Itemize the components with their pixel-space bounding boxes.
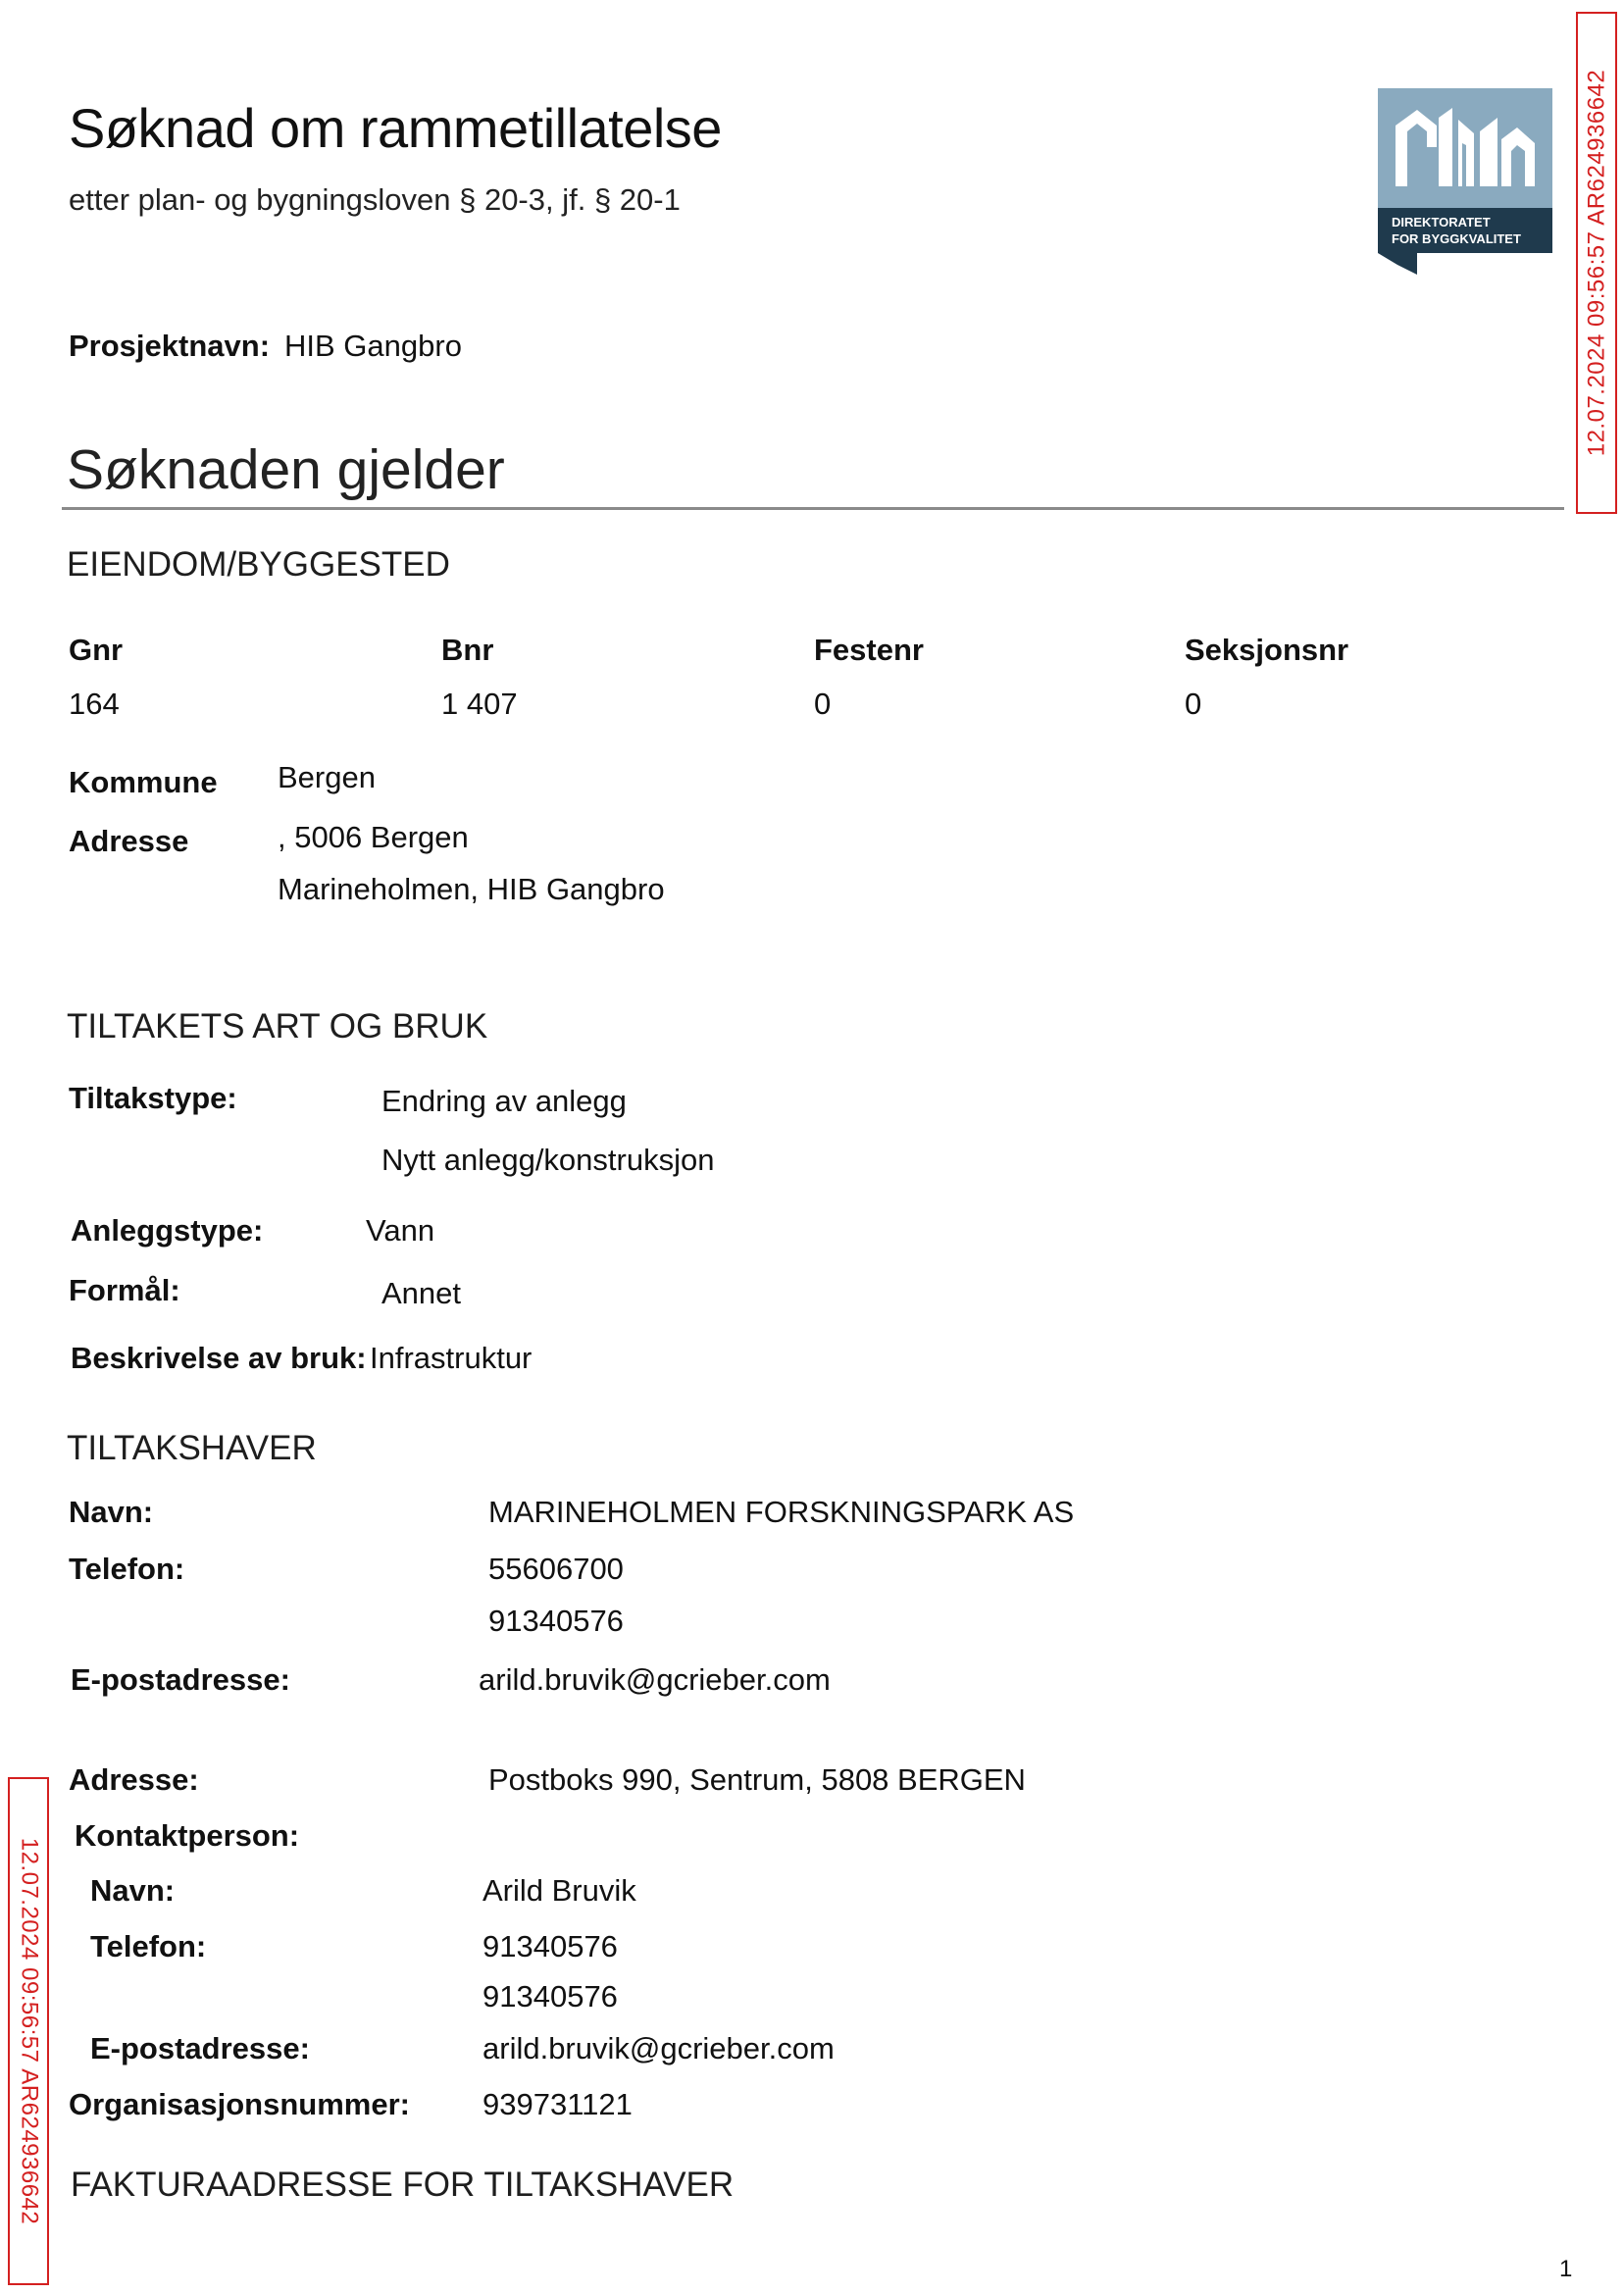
- kontakt-epost-value: arild.bruvik@gcrieber.com: [482, 2031, 835, 2065]
- stamp-text: 12.07.2024 09:56:57 AR624936642: [16, 1837, 42, 2225]
- tiltakshaver-adresse-value: Postboks 990, Sentrum, 5808 BERGEN: [488, 1762, 1026, 1797]
- organisasjonsnummer-label: Organisasjonsnummer:: [69, 2087, 410, 2121]
- tiltakshaver-navn-value: MARINEHOLMEN FORSKNINGSPARK AS: [488, 1495, 1075, 1529]
- adresse-label: Adresse: [69, 824, 189, 858]
- document-subtitle: etter plan- og bygningsloven § 20-3, jf. § 20-1: [69, 182, 681, 217]
- gnr-label: Gnr: [69, 633, 124, 667]
- property-heading: EIENDOM/BYGGESTED: [67, 545, 450, 584]
- tiltakstype-value-2: Nytt anlegg/konstruksjon: [381, 1143, 715, 1177]
- kontakt-telefon-2: 91340576: [482, 1979, 618, 2014]
- registration-stamp-right: [1576, 12, 1617, 514]
- tiltakshaver-telefon-1: 55606700: [488, 1552, 624, 1586]
- dibk-logo: [1378, 88, 1552, 275]
- tiltakshaver-epost-label: E-postadresse:: [71, 1662, 290, 1697]
- page-number: 1: [1559, 2256, 1573, 2282]
- kontaktperson-label: Kontaktperson:: [75, 1818, 300, 1853]
- tiltakshaver-telefon-2: 91340576: [488, 1604, 624, 1638]
- section-heading: Søknaden gjelder: [67, 438, 505, 501]
- tiltak-heading: TILTAKETS ART OG BRUK: [67, 1007, 488, 1045]
- kommune-value: Bergen: [278, 760, 376, 794]
- kontakt-navn-label: Navn:: [90, 1873, 176, 1908]
- document-title: Søknad om rammetillatelse: [69, 97, 722, 159]
- tiltakshaver-heading: TILTAKSHAVER: [67, 1429, 317, 1467]
- tiltakstype-value-1: Endring av anlegg: [381, 1084, 627, 1118]
- section-divider: [62, 507, 1564, 510]
- kommune-label: Kommune: [69, 765, 218, 799]
- kontakt-telefon-label: Telefon:: [90, 1929, 207, 1963]
- kontakt-epost-label: E-postadresse:: [90, 2031, 310, 2065]
- project-name-label: Prosjektnavn:: [69, 329, 271, 363]
- festenr-value: 0: [814, 687, 832, 721]
- adresse-line2: Marineholmen, HIB Gangbro: [278, 872, 665, 906]
- logo-text-line1: DIREKTORATET: [1392, 215, 1491, 229]
- registration-stamp-left: [8, 1777, 49, 2285]
- kontakt-navn-value: Arild Bruvik: [482, 1873, 636, 1908]
- anleggstype-label: Anleggstype:: [71, 1213, 264, 1248]
- tiltakstype-label: Tiltakstype:: [69, 1081, 237, 1115]
- festenr-label: Festenr: [814, 633, 924, 667]
- gnr-value: 164: [69, 687, 120, 721]
- tiltakshaver-epost-value: arild.bruvik@gcrieber.com: [479, 1662, 831, 1697]
- formal-value: Annet: [381, 1276, 462, 1310]
- faktura-heading: FAKTURAADRESSE FOR TILTAKSHAVER: [71, 2166, 735, 2204]
- anleggstype-value: Vann: [366, 1213, 435, 1248]
- bnr-label: Bnr: [441, 633, 494, 667]
- beskrivelse-label: Beskrivelse av bruk:: [71, 1341, 367, 1375]
- project-name-value: HIB Gangbro: [284, 329, 462, 363]
- logo-text-line2: FOR BYGGKVALITET: [1392, 231, 1521, 246]
- organisasjonsnummer-value: 939731121: [482, 2087, 633, 2121]
- seksjonsnr-value: 0: [1185, 687, 1202, 721]
- bnr-value: 1 407: [441, 687, 518, 721]
- tiltakshaver-telefon-label: Telefon:: [69, 1552, 185, 1586]
- tiltakshaver-navn-label: Navn:: [69, 1495, 154, 1529]
- formal-label: Formål:: [69, 1273, 180, 1307]
- seksjonsnr-label: Seksjonsnr: [1185, 633, 1349, 667]
- beskrivelse-value: Infrastruktur: [370, 1341, 533, 1375]
- kontakt-telefon-1: 91340576: [482, 1929, 618, 1963]
- tiltakshaver-adresse-label: Adresse:: [69, 1762, 199, 1797]
- adresse-line1: , 5006 Bergen: [278, 820, 469, 854]
- stamp-text: 12.07.2024 09:56:57 AR624936642: [1583, 69, 1609, 457]
